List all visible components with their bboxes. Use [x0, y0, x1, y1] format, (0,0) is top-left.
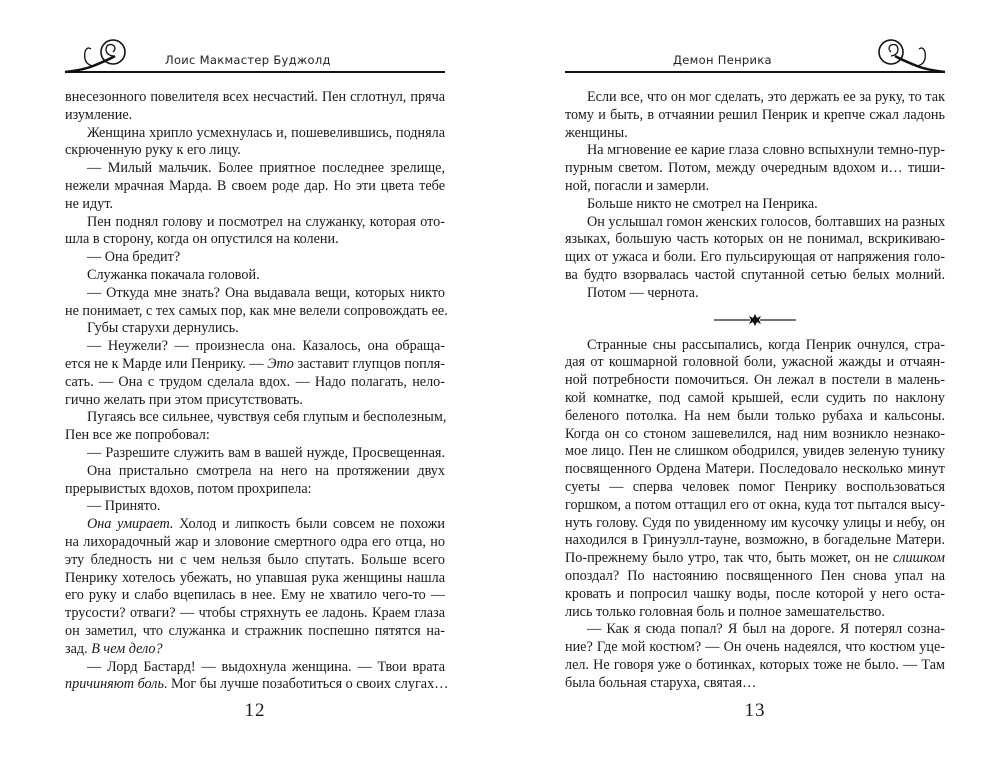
- text-line: [65, 552, 445, 570]
- text-run: дая от кошмарной головной боли, ужасной жажды и отчаян-: [565, 354, 945, 371]
- text-run: Когда он со стоном зашевелился, над ним возникло незнако-: [565, 425, 945, 442]
- swirl-ornament-icon: [63, 36, 133, 76]
- text-line: [565, 107, 945, 125]
- text-run: На мгновение ее карие глаза словно вспыхнули темно-пур-: [587, 142, 945, 159]
- text-line: [65, 659, 445, 677]
- text-run: языках, большую часть которых он не понимал, вскрикиваю-: [565, 231, 945, 248]
- text-line: [565, 125, 945, 143]
- text-run: находился в Гринуэлл-тауне, возможно, в богадельне Матери.: [565, 532, 945, 549]
- text-run: прерывистых вдохов, потом прохрипела:: [65, 480, 312, 497]
- text-block: [565, 89, 945, 303]
- text-run: Он услышал гомон женских голосов, болтавших на разных: [587, 213, 946, 230]
- text-line: [65, 516, 445, 534]
- text-run: Пен все же попробовал:: [65, 427, 210, 444]
- text-line: [565, 497, 945, 515]
- text-run: изумление.: [65, 106, 133, 123]
- text-line: [565, 285, 945, 303]
- text-line: [65, 498, 445, 516]
- text-run: трусости? отваги? — чтобы стряхнуть ее ладонь. Краем глаза: [65, 605, 445, 622]
- text-run: заставит глупцов попля-: [293, 355, 445, 372]
- text-line: [565, 337, 945, 355]
- text-run: — Неужели? — произнесла она. Казалось, она обраща-: [87, 338, 445, 355]
- text-run: пурным светом. Потом, между очередным вдохом и… тиши-: [565, 160, 945, 177]
- text-line: [565, 586, 945, 604]
- text-run: зад.: [65, 640, 92, 657]
- text-line: [565, 160, 945, 178]
- text-line: [565, 390, 945, 408]
- text-run: . Мог бы лучше позаботиться о своих слугах…: [163, 676, 449, 693]
- text-run: суеты — сперва человек помог Пенрику воспользоваться: [565, 478, 945, 495]
- text-run: ние? Где мой костюм? — Он очень надеялся, что костюм уце-: [565, 639, 945, 656]
- text-run: мое лицо. Пен не слишком ободрился, увидев зеленую тунику: [565, 443, 945, 460]
- text-run: По-прежнему было утро, так что, быть может, он не: [565, 550, 893, 567]
- text-run: Потом — чернота.: [587, 284, 699, 301]
- section-break: [565, 303, 945, 337]
- text-run: посвященного Ордена Матери. Последовало несколько минут: [565, 461, 945, 478]
- text-line: [565, 426, 945, 444]
- text-line: [65, 142, 445, 160]
- italic-text: слишком: [893, 550, 945, 567]
- text-line: [565, 267, 945, 285]
- text-line: [565, 178, 945, 196]
- running-head: Лоис Макмастер Буджолд: [165, 53, 331, 67]
- header-rule: [565, 71, 945, 73]
- text-line: [565, 408, 945, 426]
- text-run: Служанка покачала головой.: [87, 266, 260, 283]
- text-line: [65, 427, 445, 445]
- text-run: не понимает, с тех самых пор, как мне велели сопровождать ее.: [65, 302, 448, 319]
- text-line: [65, 587, 445, 605]
- text-line: [565, 568, 945, 586]
- text-line: [65, 374, 445, 392]
- text-line: [65, 463, 445, 481]
- text-line: [65, 125, 445, 143]
- right-page: [565, 0, 945, 768]
- text-run: ной потребности помочиться. Он лежал в постели в малень-: [565, 372, 945, 389]
- text-line: [65, 481, 445, 499]
- text-run: нежели мрачная Марда. В своем роде дар. Но эти цвета тебе: [65, 177, 445, 194]
- page-number: 13: [744, 700, 766, 721]
- text-line: [65, 605, 445, 623]
- text-line: [565, 621, 945, 639]
- text-line: [65, 409, 445, 427]
- italic-text: Она умирает.: [87, 516, 174, 533]
- text-run: горшком, а потом оттащил его от окна, куда тот пытался высу-: [565, 496, 945, 513]
- text-line: [65, 641, 445, 659]
- fleuron-ornament-icon: [710, 312, 800, 328]
- text-run: внесезонного повелителя всех несчастий. Пен сглотнул, пряча: [65, 89, 445, 105]
- text-line: [565, 532, 945, 550]
- text-line: [65, 178, 445, 196]
- text-line: [565, 354, 945, 372]
- text-line: [65, 231, 445, 249]
- text-run: ва будто взорвалась частой спутанной сетью белых молний.: [565, 266, 945, 283]
- text-run: Она пристально смотрела на него на протяжении двух: [87, 462, 445, 479]
- text-line: [565, 214, 945, 232]
- page-body: [65, 89, 449, 694]
- text-run: — Как я сюда попал? Я был на дороге. Я потерял созна-: [587, 621, 945, 638]
- italic-text: причиняют боль: [65, 676, 164, 693]
- text-line: [65, 214, 445, 232]
- text-run: кровать и попросил чашку воды, после которой у него оста-: [565, 585, 945, 602]
- text-run: шла в сторону, когда он опустился на колени.: [65, 231, 339, 248]
- text-run: Пугаясь все сильнее, чувствуя себя глупым и бесполезным,: [87, 409, 447, 426]
- swirl-ornament-icon: [865, 36, 947, 76]
- text-run: была больная старуха, святая…: [565, 674, 757, 691]
- text-run: беленого потолка. На нем были только рубаха и кальсоны.: [565, 407, 945, 424]
- text-run: Странные сны рассыпались, когда Пенрик очнулся, стра-: [587, 336, 945, 353]
- text-line: [65, 320, 445, 338]
- text-line: [565, 675, 945, 693]
- text-run: Больше никто не смотрел на Пенрика.: [587, 195, 818, 212]
- text-run: — Лорд Бастард! — выдохнула женщина. — Твои врата: [87, 658, 445, 675]
- text-line: [65, 107, 445, 125]
- text-run: — Она бредит?: [87, 249, 181, 266]
- text-run: лись только головная боль и полное замешательство.: [565, 603, 885, 620]
- text-line: [565, 142, 945, 160]
- text-line: [565, 89, 945, 107]
- text-line: [65, 302, 448, 321]
- text-run: ной, погасли и замерли.: [565, 177, 710, 194]
- text-line: [65, 267, 445, 285]
- text-line: [65, 445, 445, 463]
- text-line: [65, 285, 445, 303]
- text-line: [65, 160, 445, 178]
- text-run: — Разрешите служить вам в вашей нужде, Просвещенная.: [87, 444, 445, 461]
- text-run: Губы старухи дернулись.: [87, 320, 239, 337]
- text-line: [565, 461, 945, 479]
- text-run: Пен поднял голову и посмотрел на служанку, которая ото-: [87, 213, 445, 230]
- text-run: — Милый мальчик. Более приятное последнее зрелище,: [87, 160, 445, 177]
- text-run: эту бледность ни с чем нельзя было спутать. Больше всего: [65, 551, 445, 568]
- text-line: [65, 534, 445, 552]
- text-line: [565, 657, 945, 675]
- text-line: [565, 249, 945, 267]
- text-line: [65, 249, 445, 267]
- text-line: [65, 196, 445, 214]
- text-run: скрюченную руку к его лицу.: [65, 142, 241, 159]
- text-line: [565, 550, 945, 568]
- text-line: [565, 639, 945, 657]
- page-body: [565, 89, 945, 693]
- italic-text: Это: [267, 355, 294, 372]
- text-run: — Откуда мне знать? Она выдавала вещи, которых никто: [87, 284, 445, 301]
- text-line: [565, 443, 945, 461]
- text-run: женщины.: [565, 124, 628, 141]
- text-run: Женщина хрипло усмехнулась и, пошевелившись, подняла: [87, 124, 445, 141]
- text-run: ется не к Марде или Пенрику. —: [65, 355, 268, 372]
- text-line: [565, 196, 945, 214]
- text-run: Пенрику хотелось убежать, но упавшая рука женщины нашла: [65, 569, 445, 586]
- text-line: [65, 623, 445, 641]
- text-run: тому и быть, в отчаянии решил Пенрик и крепче сжал ладонь: [565, 106, 945, 123]
- text-run: Холод и липкость были совсем не похожи: [173, 516, 445, 533]
- text-line: [65, 676, 449, 694]
- left-page: [65, 0, 449, 768]
- text-line: [565, 604, 945, 622]
- text-line: [565, 479, 945, 497]
- text-run: гично желать при этом присутствовать.: [65, 391, 303, 408]
- page-number: 12: [244, 700, 266, 721]
- text-run: нуть голову. Судя по увиденному им кусочку улицы и небу, он: [565, 514, 945, 531]
- text-run: не идут.: [65, 195, 114, 212]
- text-run: он заметил, что служанка и стражник поспешно пятятся на-: [65, 622, 445, 639]
- text-run: сать. — Она с трудом сделала вдох. — Надо полагать, нело-: [65, 373, 445, 390]
- text-run: — Принято.: [87, 498, 161, 515]
- text-run: лел. Не говоря уже о ботинках, которых тоже не было. — Там: [565, 656, 945, 673]
- text-run: кой комнатке, под самой крышей, если судить по наклону: [565, 389, 945, 406]
- text-line: [65, 89, 445, 107]
- text-run: его руку и слабо вцепилась в нее. Ему не хватило чего-то —: [65, 587, 445, 604]
- italic-text: В чем дело?: [91, 640, 163, 657]
- text-line: [565, 372, 945, 390]
- running-head: Демон Пенрика: [673, 53, 772, 67]
- text-run: опоздал? По настоянию посвященного Пен снова упал на: [565, 567, 945, 584]
- text-line: [65, 392, 445, 410]
- text-line: [65, 338, 445, 356]
- text-line: [65, 356, 445, 374]
- text-block: [565, 337, 945, 693]
- text-line: [65, 570, 445, 588]
- text-run: Если все, что он мог сделать, это держать ее за руку, то так: [587, 89, 945, 105]
- text-run: щих от ужаса и боли. Его пульсирующая от напряжения голо-: [565, 249, 945, 266]
- text-run: на лихорадочный жар и зловоние смертного одра его отца, но: [65, 533, 445, 550]
- text-line: [565, 515, 945, 533]
- header-rule: [65, 71, 445, 73]
- text-line: [565, 231, 945, 249]
